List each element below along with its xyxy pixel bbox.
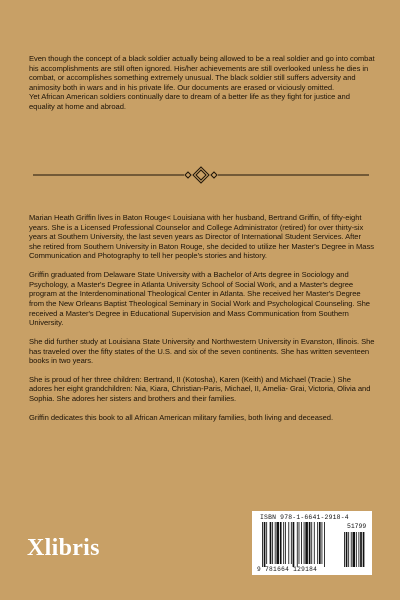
divider-diamond-left (185, 172, 191, 178)
barcode-bar (317, 522, 318, 564)
addon-bar (363, 532, 365, 567)
barcode-bar (266, 522, 267, 564)
ornamental-divider (33, 164, 369, 186)
barcode-bar (297, 522, 298, 567)
ean-number: 9 781664 129184 (257, 566, 318, 573)
barcode-bar (272, 522, 273, 564)
barcode-bar (275, 522, 276, 564)
addon-bar (353, 532, 356, 567)
barcode-bar (305, 522, 308, 564)
barcode-bar (309, 522, 311, 564)
addon-bar (358, 532, 359, 567)
barcode-bar (311, 522, 312, 564)
barcode-bar (283, 522, 284, 564)
divider-diamond-inner (196, 170, 206, 180)
addon-bar (348, 532, 349, 567)
addon-bar (360, 532, 362, 567)
barcode-bar (301, 522, 302, 564)
blurb-paragraph: Even though the concept of a black soldier actually being allowed to be a real soldier and go into combat his accomplishments are still often ignored. His/her achievements are still overlooked unless he dies in combat, or accomplishes something extremely unusual. The black soldier still suffers adversity and animosity both in wars and in his private life. Our documents are erased or viciously omitted. (29, 54, 375, 92)
barcode-bar (299, 522, 300, 564)
divider-diamond-right (211, 172, 217, 178)
barcode-bar (262, 522, 263, 567)
barcode-bar (288, 522, 289, 564)
barcode-bar (324, 522, 325, 567)
barcode-bar (270, 522, 272, 564)
barcode-bar (285, 522, 286, 564)
addon-bar (344, 532, 345, 567)
barcode-bar (319, 522, 321, 564)
barcode-bar (264, 522, 266, 567)
back-cover-blurb (29, 54, 375, 112)
isbn-label: ISBN 978-1-6641-2918-4 (260, 514, 349, 521)
bio-paragraph: She did further study at Louisiana State University and Northwestern University in Evanston, Illinois. She has traveled over the fifty states of the U.S. and six of the seven continents. She has written seventeen books in two years. (29, 336, 375, 366)
barcode-bar (291, 522, 292, 564)
bio-paragraph: Marian Heath Griffin lives in Baton Rouge< Louisiana with her husband, Bertrand Griffin, of fifty-eight years. She is a Licensed Professional Counselor and College Administrator (retired) for over thirty-six years at Southern University, the last seven years as Director of International Student Services. After she retired from Southern University in Baton Rouge, she decided to utilize her Master's Degree in Mass Communication and Photography to tell her people's stories and history. (29, 213, 374, 261)
addon-number: 51799 (347, 523, 367, 530)
barcode-bar (322, 522, 323, 564)
bio-paragraph: Griffin graduated from Delaware State University with a Bachelor of Arts degree in Sociology and Psychology, a Master's Degree in Atlanta University School of Social Work, and a Master's degree program at the Interdenominational Theological Center in Atlanta. She received her Master's Degree from the New Orleans Baptist Theological Seminary in Social Work and Psychological Counseling. She received a Master's Degree in Educational Supervision and Mass Communication from Southern University. (29, 270, 370, 328)
barcode-bar (293, 522, 295, 567)
barcode-bar (276, 522, 279, 564)
barcode-bar (304, 522, 305, 564)
bio-paragraph: Griffin dedicates this book to all African American military families, both living and deceased. (29, 412, 334, 422)
addon-bar (346, 532, 348, 567)
addon-bar (351, 532, 352, 567)
blurb-paragraph: Yet African American soldiers continually dare to dream of a better life as they fight for justice and equality at home and abroad. (29, 92, 350, 111)
publisher-logo: Xlibris (27, 535, 100, 561)
bio-paragraph: She is proud of her three children: Bertrand, II (Kotosha), Karen (Keith) and Michael (Tracie.) She adores her eight grandchildren: Nia, Kiara, Christian-Paris, Michael, II, Amelia- Grai, Victoria, Olivia and Sophia. She adores her sisters and brothers and their families. (29, 374, 371, 404)
author-biography (29, 213, 375, 432)
barcode-bar (314, 522, 315, 564)
addon-bar (356, 532, 357, 567)
barcode-bar (280, 522, 282, 564)
isbn-barcode (252, 511, 372, 575)
